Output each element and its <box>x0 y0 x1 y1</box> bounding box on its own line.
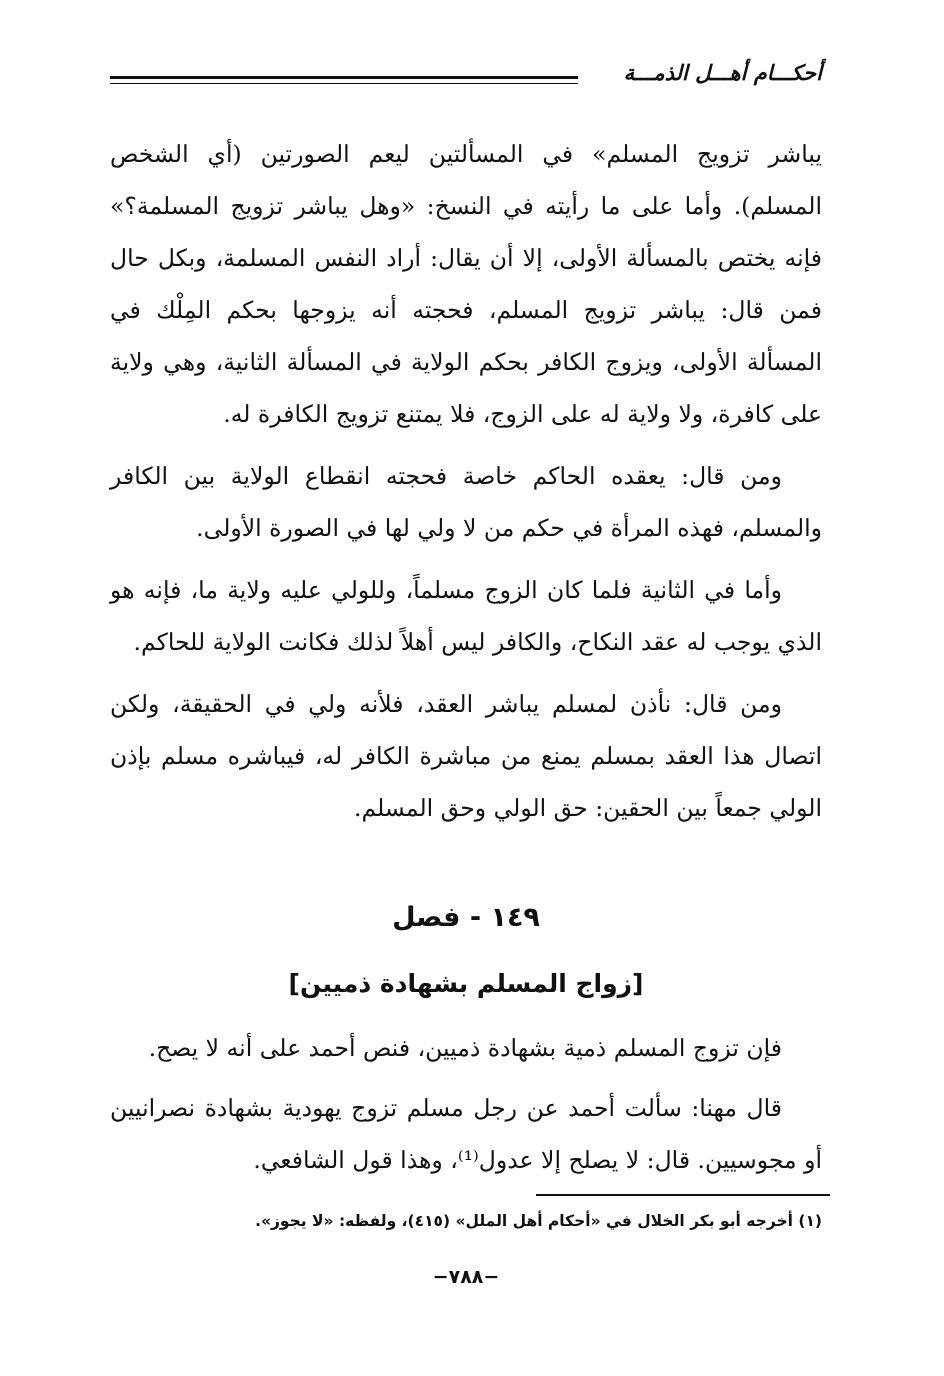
footnote: (١) أخرجه أبو بكر الخلال في «أحكام أهل الملل» (٤١٥)، ولفظه: «لا يجوز». <box>255 1212 822 1230</box>
paragraph: ومن قال: يعقده الحاكم خاصة فحجته انقطاع الولاية بين الكافر والمسلم، فهذه المرأة في حكم من لا ولي لها في الصورة الأولى. <box>110 462 822 542</box>
paragraph: قال مهنا: سألت أحمد عن رجل مسلم تزوج يهودية بشهادة نصرانيين أو مجوسيين. قال: لا يصلح إلا عدول⁽¹⁾، وهذا قول الشافعي. <box>110 1094 822 1174</box>
paragraph: يباشر تزويج المسلم» في المسألتين ليعم الصورتين (أي الشخص المسلم). وأما على ما رأيته في النسخ: «وهل يباشر تزويج المسلمة؟» فإنه يختص بالمسألة الأولى، إلا أن يقال: أراد النفس المسلمة، وبكل حال فمن قال: يباشر تزويج المسلم، فحجته أنه يزوجها بحكم المِلْك في المسألة الأولى، ويزوج الكافر بحكم الولاية في المسألة الثانية، وهي ولاية على كافرة، ولا ولاية له على الزوج، فلا يمتنع تزويج الكافرة له. <box>110 140 822 428</box>
paragraph: ومن قال: نأذن لمسلم يباشر العقد، فلأنه ولي في الحقيقة، ولكن اتصال هذا العقد بمسلم يمنع من مباشرة الكافر له، فيباشره مسلم بإذن الولي جمعاً بين الحقين: حق الولي وحق المسلم. <box>110 690 822 822</box>
section-title: [زواج المسلم بشهادة ذميين] <box>288 969 644 998</box>
footnote-separator <box>536 1194 830 1196</box>
main-text <box>110 128 822 834</box>
section-number: ١٤٩ - فصل <box>392 902 540 933</box>
header-rule-thin <box>110 83 578 84</box>
page-number: −٧٨٨− <box>432 1266 500 1288</box>
section-text <box>110 1022 822 1186</box>
header-title: أحكـــام أهـــل الذمـــة <box>623 61 822 85</box>
header-rule-thick <box>110 76 578 79</box>
running-header <box>110 58 822 98</box>
paragraph: فإن تزوج المسلم ذمية بشهادة ذميين، فنص أحمد على أنه لا يصح. <box>148 1034 782 1062</box>
paragraph: وأما في الثانية فلما كان الزوج مسلماً، وللولي عليه ولاية ما، فإنه هو الذي يوجب له عقد النكاح، والكافر ليس أهلاً لذلك فكانت الولاية للحاكم. <box>110 576 822 656</box>
